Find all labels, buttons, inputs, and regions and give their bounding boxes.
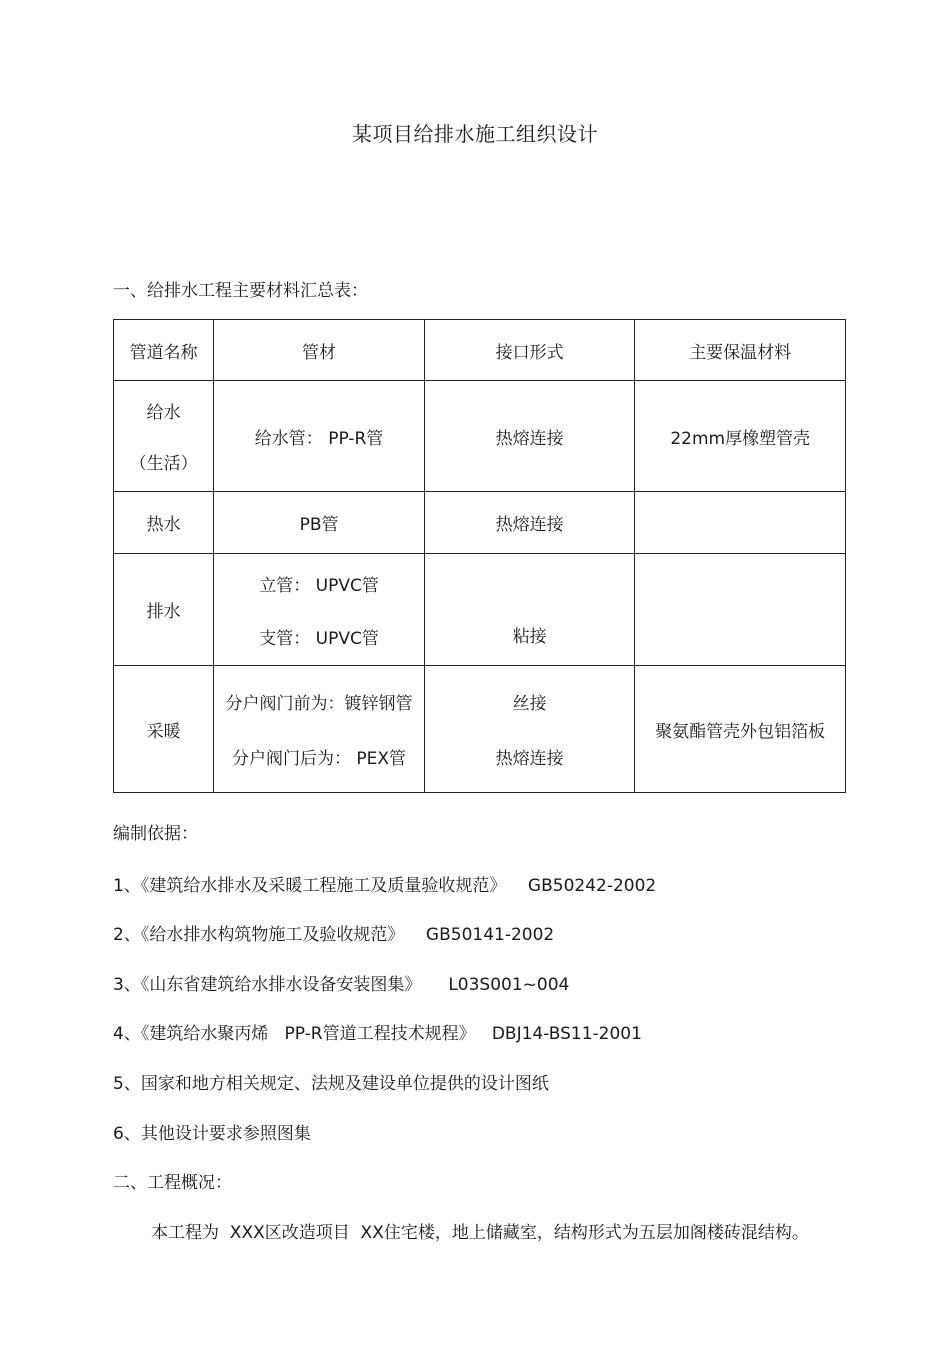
table-row-heating [114, 666, 846, 793]
section-heading-overview: 二、工程概况： [113, 1173, 232, 1193]
cell-joint [424, 666, 635, 793]
cell-pipe [214, 554, 425, 666]
cell-name [114, 381, 214, 492]
table-row-hot-water [114, 492, 846, 554]
cell-name: 热水 [114, 492, 214, 554]
cell-name: 排水 [114, 554, 214, 666]
table-header-row [114, 320, 846, 381]
section-heading-materials: 一、给排水工程主要材料汇总表： [113, 281, 368, 301]
cell-pipe-line1: 分户阀门前为：镀锌钢管 [225, 694, 413, 714]
cell-insulation [635, 554, 846, 666]
basis-item: 1、《建筑给水排水及采暖工程施工及质量验收规范》 GB50242-2002 [113, 876, 657, 896]
cell-pipe: 给水管： PP-R管 [214, 381, 425, 492]
cell-joint [424, 554, 635, 666]
table-row-water-supply [114, 381, 846, 492]
cell-joint-line1: 丝接 [512, 694, 547, 714]
basis-item: 4、《建筑给水聚丙烯 PP-R管道工程技术规程》 DBJ14-BS11-2001 [113, 1024, 642, 1044]
basis-item: 5、国家和地方相关规定、法规及建设单位提供的设计图纸 [113, 1074, 549, 1094]
header-pipe-material: 管材 [214, 320, 425, 381]
cell-name-line1: 给水 [146, 403, 181, 423]
cell-joint: 热熔连接 [424, 381, 635, 492]
basis-item: 2、《给水排水构筑物施工及验收规范》 GB50141-2002 [113, 925, 555, 945]
cell-pipe-line1: 立管： UPVC管 [259, 575, 379, 596]
header-joint-type: 接口形式 [424, 320, 635, 381]
cell-joint-text: 粘接 [512, 627, 547, 647]
basis-item: 3、《山东省建筑给水排水设备安装图集》 L03S001~004 [113, 975, 570, 995]
materials-summary-table [113, 319, 846, 793]
cell-pipe-line2: 支管： UPVC管 [259, 628, 379, 649]
cell-insulation: 聚氨酯管壳外包铝箔板 [635, 666, 846, 793]
basis-item: 6、其他设计要求参照图集 [113, 1124, 311, 1144]
overview-paragraph: 本工程为 XXX区改造项目 XX住宅楼，地上储藏室，结构形式为五层加阁楼砖混结构。 [151, 1223, 809, 1243]
cell-insulation [635, 492, 846, 554]
cell-name-line2: （生活） [129, 454, 198, 474]
header-pipe-name: 管道名称 [114, 320, 214, 381]
cell-pipe: PB管 [214, 492, 425, 554]
cell-insulation: 22mm厚橡塑管壳 [635, 381, 846, 492]
basis-heading: 编制依据： [113, 824, 198, 844]
cell-pipe [214, 666, 425, 793]
cell-joint-line2: 热熔连接 [495, 749, 564, 769]
document-title: 某项目给排水施工组织设计 [352, 122, 598, 146]
cell-pipe-line2: 分户阀门后为： PEX管 [232, 749, 407, 769]
cell-joint: 热熔连接 [424, 492, 635, 554]
cell-name: 采暖 [114, 666, 214, 793]
header-insulation: 主要保温材料 [635, 320, 846, 381]
table-row-drainage [114, 554, 846, 666]
